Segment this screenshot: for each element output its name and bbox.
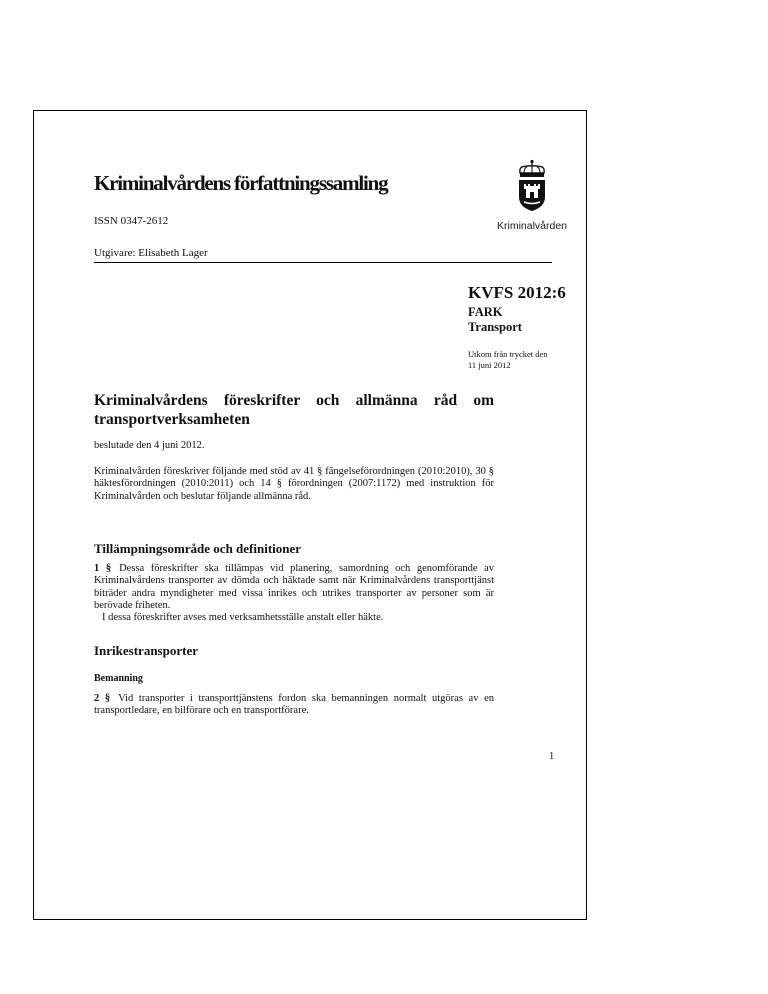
publication-date-line-2: 11 juni 2012 — [468, 359, 511, 370]
subheading-staffing: Bemanning — [94, 673, 143, 684]
heading-domestic: Inrikestransporter — [94, 643, 198, 658]
logo — [492, 159, 572, 232]
logo-text: Kriminalvården — [496, 220, 568, 232]
section-1-paragraph-2: I dessa föreskrifter avses med verksamhetsställe anstalt eller häkte. — [102, 612, 384, 623]
document-page — [33, 110, 587, 920]
document-title: Kriminalvårdens föreskrifter och allmänna råd om transportverksamheten — [94, 392, 494, 428]
page-number: 1 — [549, 751, 555, 762]
section-1-text: Dessa föreskrifter ska tillämpas vid planering, samordning och genomförande av Kriminalvårdens transporter av dömda och häktade samt när Kriminalvårdens transporttjänst biträder andra myndigheter med vissa inrikes och utrikes transporter av personer som är berövade friheten. — [94, 563, 494, 612]
publication-date — [468, 349, 548, 370]
section-2-text: Vid transporter i transporttjänstens fordon ska bemanningen normalt utgöras av en transportledare, en bilförare och en transportförare. — [94, 693, 494, 717]
section-1-label: 1 § — [94, 563, 112, 574]
crown-shield-logo-icon — [515, 159, 549, 213]
kvfs-categories — [468, 305, 522, 335]
heading-scope: Tillämpningsområde och definitioner — [94, 541, 302, 556]
kvfs-category-2: Transport — [468, 320, 522, 334]
kvfs-number: KVFS 2012:6 — [468, 283, 566, 302]
header-divider — [94, 262, 552, 263]
issn: ISSN 0347-2612 — [94, 215, 169, 227]
publisher: Utgivare: Elisabeth Lager — [94, 247, 208, 259]
section-1 — [94, 563, 494, 613]
publication-date-line-1: Utkom från trycket den — [468, 349, 548, 359]
intro-paragraph: Kriminalvården föreskriver följande med stöd av 41 § fängelseförordningen (2010:2010), 30 § häktesförordningen (2010:2011) och 14 § förordningen (2007:1172) med instruktion för Kriminalvården och beslutar följande allmänna råd. — [94, 466, 494, 502]
decision-date: beslutade den 4 juni 2012. — [94, 440, 205, 451]
collection-title: Kriminalvårdens författningssamling — [94, 171, 388, 195]
section-2 — [94, 693, 494, 718]
section-2-label: 2 § — [94, 693, 111, 704]
kvfs-category-1: FARK — [468, 305, 503, 319]
